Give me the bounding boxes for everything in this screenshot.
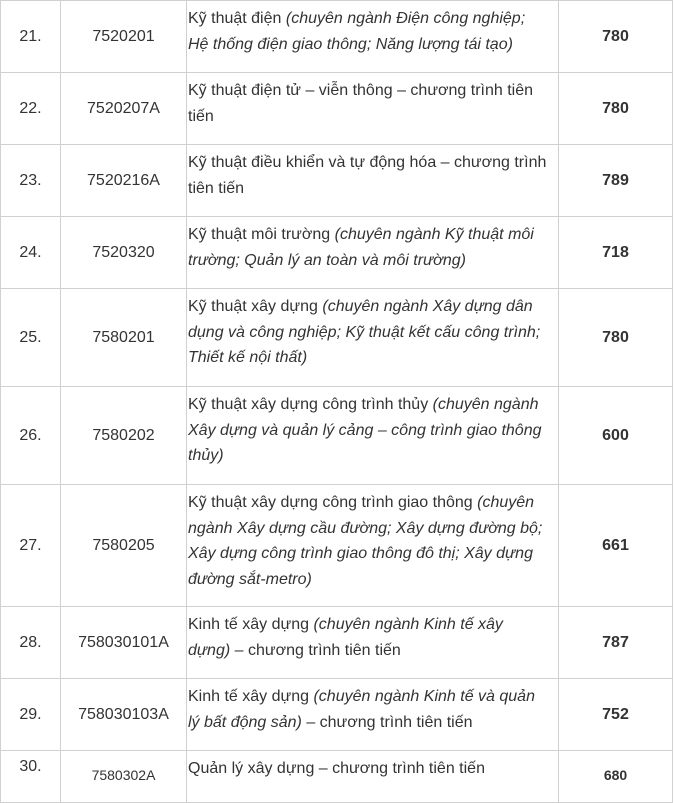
score: 787 bbox=[559, 607, 673, 679]
major-name: Kỹ thuật điện tử – viễn thông – chương trình tiên tiến bbox=[188, 82, 534, 125]
major-name: Kỹ thuật xây dựng công trình thủy bbox=[188, 396, 429, 413]
table-row bbox=[1, 387, 673, 485]
major-code: 758030101A bbox=[61, 607, 187, 679]
major-name-cell bbox=[187, 485, 559, 607]
score: 600 bbox=[559, 387, 673, 485]
major-code: 7580302A bbox=[61, 751, 187, 803]
major-code: 7520216A bbox=[61, 145, 187, 217]
major-code: 7520201 bbox=[61, 1, 187, 73]
major-name-cell bbox=[187, 289, 559, 387]
major-name: Kỹ thuật điều khiển và tự động hóa – chương trình tiên tiến bbox=[188, 154, 547, 197]
major-name: Kỹ thuật điện bbox=[188, 10, 282, 27]
row-number: 30. bbox=[1, 751, 61, 803]
major-detail: (chuyên ngành Kinh tế xây dựng) bbox=[188, 616, 503, 659]
major-name: Kinh tế xây dựng bbox=[188, 688, 310, 705]
score: 789 bbox=[559, 145, 673, 217]
major-name-cell bbox=[187, 607, 559, 679]
table-row bbox=[1, 751, 673, 803]
table-body bbox=[1, 1, 673, 803]
major-name-cell bbox=[187, 217, 559, 289]
major-detail: (chuyên ngành Xây dựng dân dụng và công nghiệp; Kỹ thuật kết cấu công trình; Thiết kế nội thất) bbox=[188, 298, 541, 366]
major-name: Kỹ thuật xây dựng công trình giao thông bbox=[188, 494, 473, 511]
table-row bbox=[1, 73, 673, 145]
major-detail: (chuyên ngành Kỹ thuật môi trường; Quản lý an toàn và môi trường) bbox=[188, 226, 534, 269]
major-code: 7520207A bbox=[61, 73, 187, 145]
table-row bbox=[1, 679, 673, 751]
major-code: 7580201 bbox=[61, 289, 187, 387]
major-name: Quản lý xây dựng – chương trình tiên tiến bbox=[188, 760, 485, 777]
major-name: Kỹ thuật môi trường bbox=[188, 226, 331, 243]
major-code: 7580205 bbox=[61, 485, 187, 607]
major-name-cell bbox=[187, 679, 559, 751]
score: 661 bbox=[559, 485, 673, 607]
row-number: 28. bbox=[1, 607, 61, 679]
row-number: 21. bbox=[1, 1, 61, 73]
row-number: 27. bbox=[1, 485, 61, 607]
major-name-cell bbox=[187, 751, 559, 803]
major-code: 758030103A bbox=[61, 679, 187, 751]
major-name: Kỹ thuật xây dựng bbox=[188, 298, 318, 315]
table-row bbox=[1, 289, 673, 387]
score: 718 bbox=[559, 217, 673, 289]
row-number: 25. bbox=[1, 289, 61, 387]
score: 680 bbox=[559, 751, 673, 803]
table-row bbox=[1, 217, 673, 289]
major-name-cell bbox=[187, 145, 559, 217]
table-row bbox=[1, 485, 673, 607]
major-name-cell bbox=[187, 1, 559, 73]
major-suffix: – chương trình tiên tiến bbox=[234, 641, 401, 659]
row-number: 26. bbox=[1, 387, 61, 485]
major-detail: (chuyên ngành Kinh tế và quản lý bất động sản) bbox=[188, 688, 535, 731]
table-row bbox=[1, 145, 673, 217]
score: 780 bbox=[559, 73, 673, 145]
major-detail: (chuyên ngành Xây dựng và quản lý cảng – công trình giao thông thủy) bbox=[188, 396, 542, 464]
row-number: 22. bbox=[1, 73, 61, 145]
score: 752 bbox=[559, 679, 673, 751]
major-code: 7520320 bbox=[61, 217, 187, 289]
major-name-cell bbox=[187, 73, 559, 145]
score: 780 bbox=[559, 289, 673, 387]
row-number: 23. bbox=[1, 145, 61, 217]
row-number: 29. bbox=[1, 679, 61, 751]
major-detail: (chuyên ngành Xây dựng cầu đường; Xây dựng đường bộ; Xây dựng công trình giao thông đô thị; Xây dựng đường sắt-metro) bbox=[188, 494, 543, 588]
major-code: 7580202 bbox=[61, 387, 187, 485]
major-name: Kinh tế xây dựng bbox=[188, 616, 310, 633]
score: 780 bbox=[559, 1, 673, 73]
major-suffix: – chương trình tiên tiến bbox=[306, 713, 473, 731]
table-row bbox=[1, 1, 673, 73]
row-number: 24. bbox=[1, 217, 61, 289]
major-detail: (chuyên ngành Điện công nghiệp; Hệ thống điện giao thông; Năng lượng tái tạo) bbox=[188, 10, 526, 53]
major-name-cell bbox=[187, 387, 559, 485]
table-row bbox=[1, 607, 673, 679]
